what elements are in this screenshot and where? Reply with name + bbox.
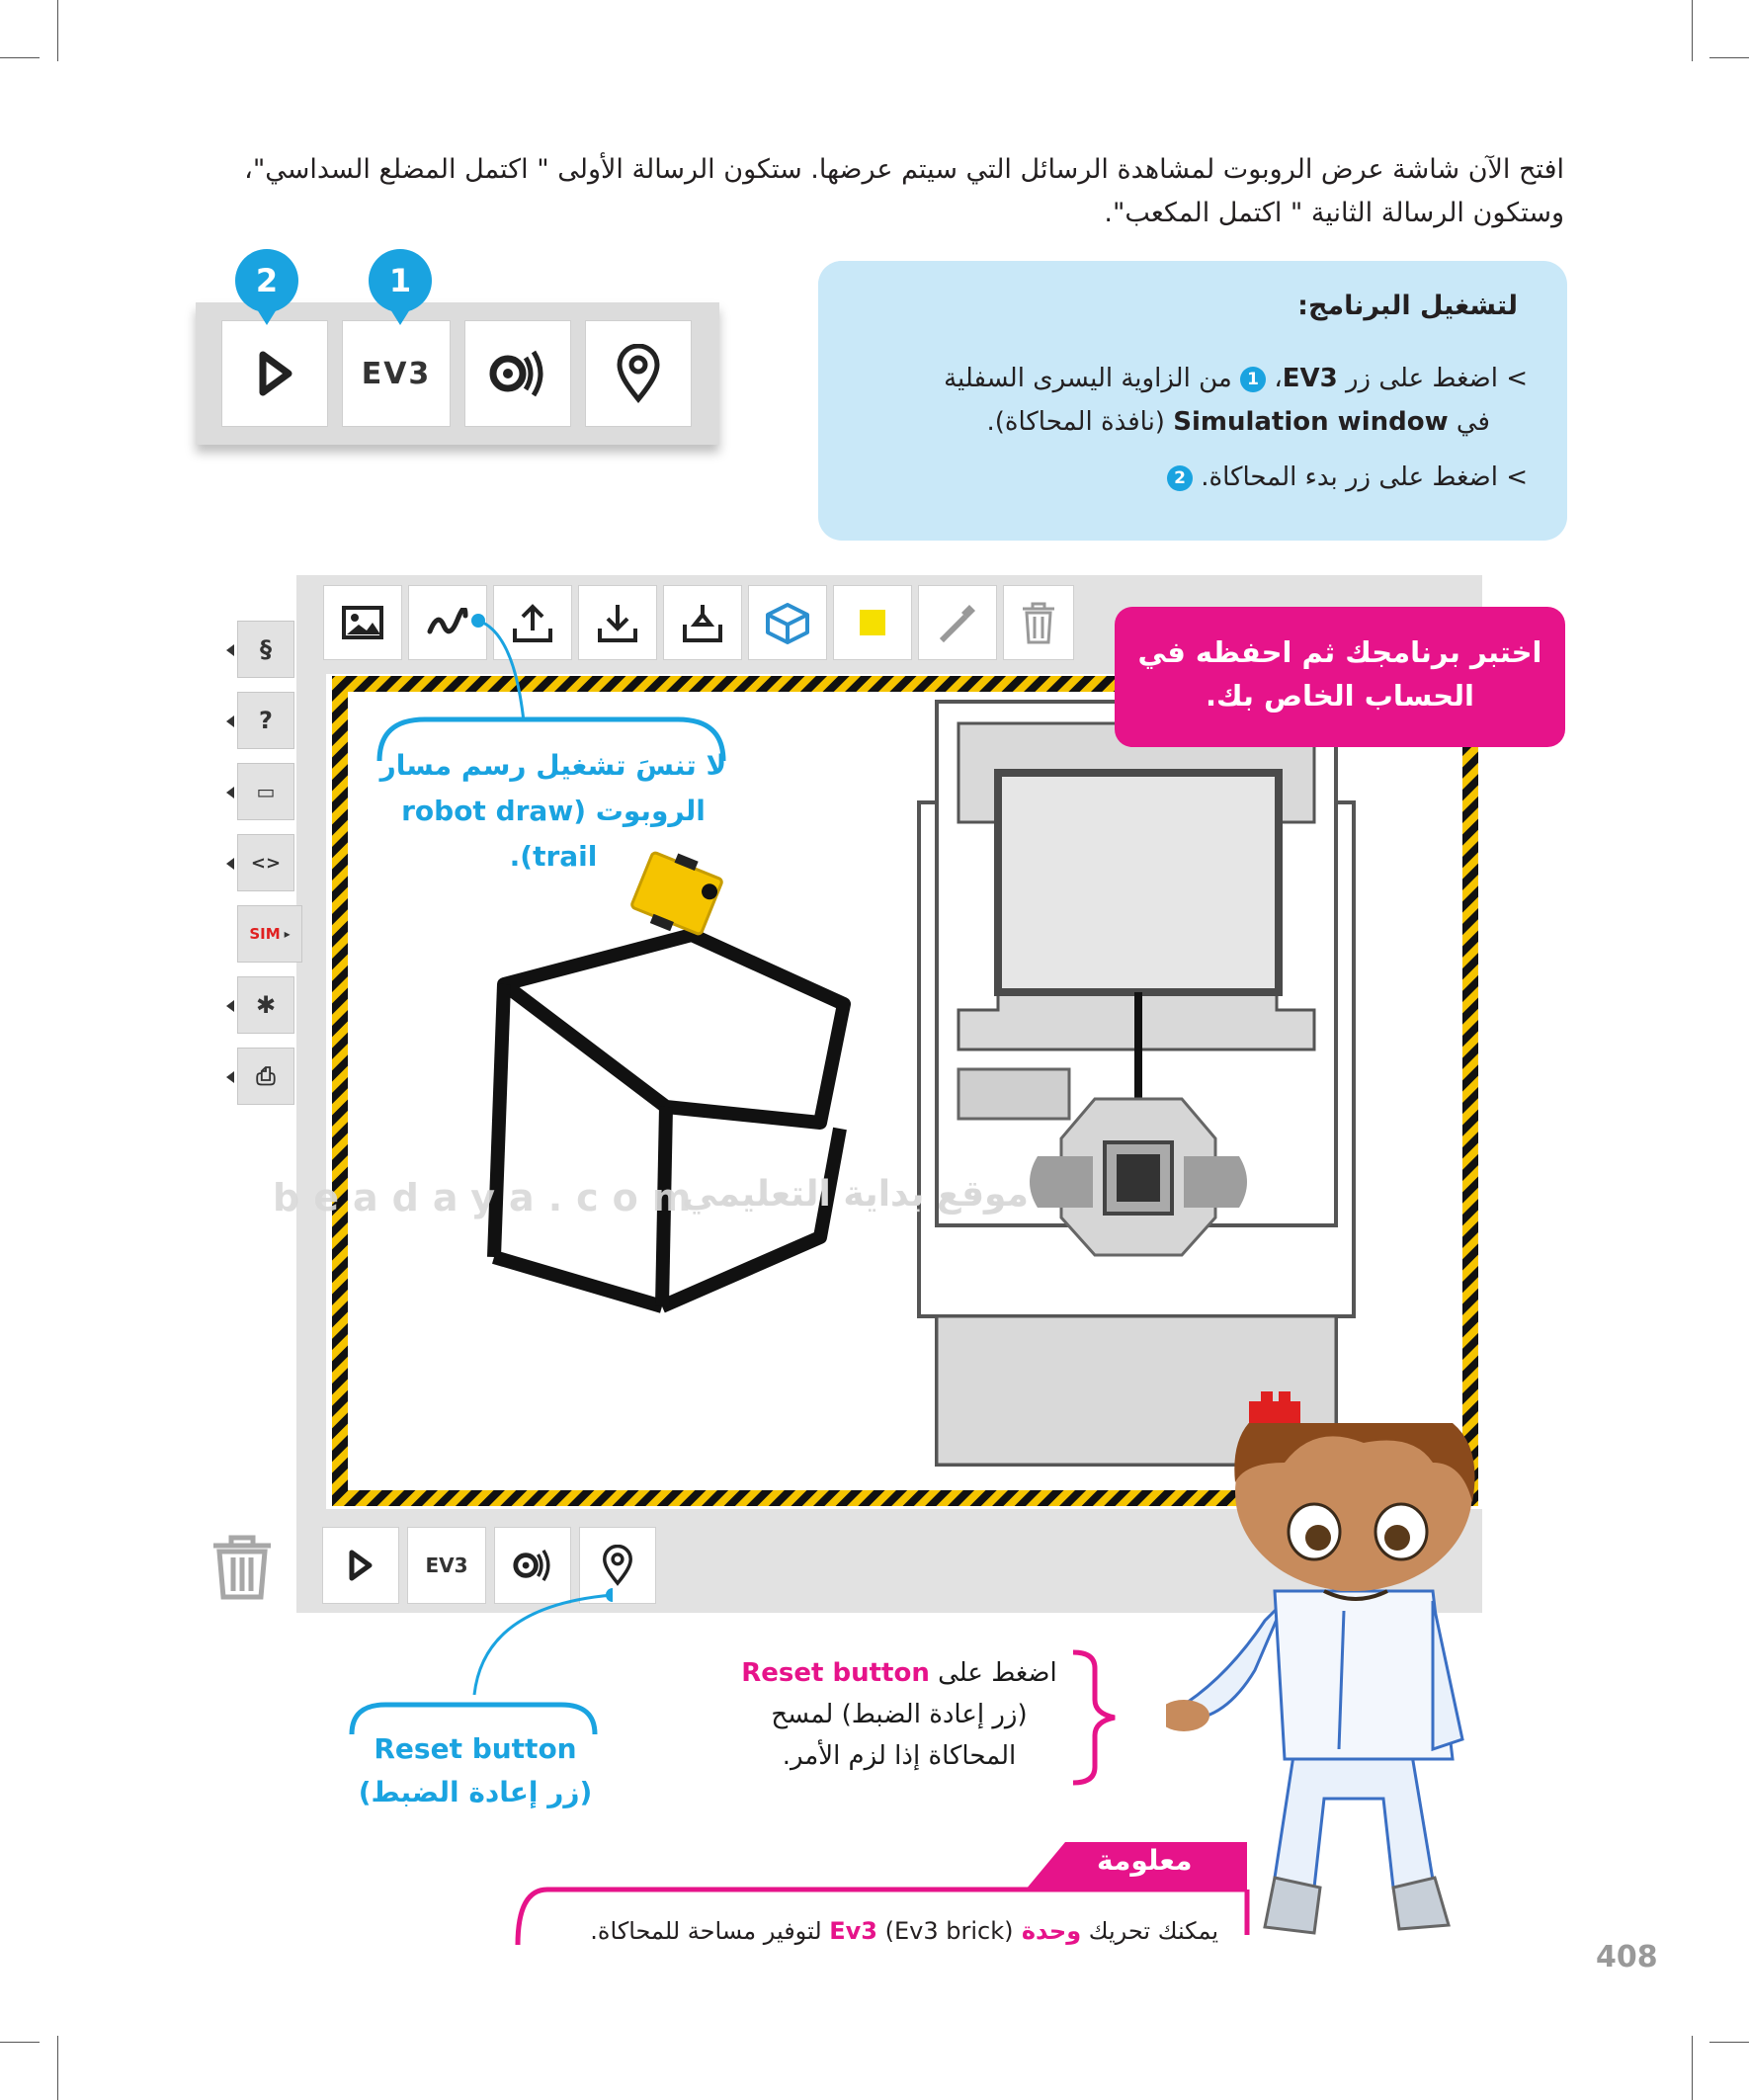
step1-number-badge: 1 (1240, 367, 1266, 392)
step-badge-2: 2 (235, 249, 298, 312)
info-text-mid: (Ev3 brick) (884, 1917, 1014, 1945)
reset-callout-line-2: (زر إعادة الضبط) (358, 1776, 593, 1808)
step1-ev3: EV3 (1282, 364, 1338, 393)
add-object-button[interactable] (748, 585, 827, 660)
ev3-brick (919, 702, 1354, 1465)
intro-line-1: افتح الآن شاشة عرض الروبوت لمشاهدة الرسائل التي سيتم عرضها. ستكون الرسالة الأولى " اكتمل المضلع السداسي"، (244, 154, 1564, 185)
info-title: معلومة (1097, 1844, 1193, 1877)
instruction-step-1: > اضغط على زر EV3، 1 من الزاوية اليسرى السفلية (944, 364, 1528, 393)
sound-button[interactable] (464, 320, 571, 427)
location-pin-icon (602, 1545, 633, 1586)
test-and-save-note (1115, 607, 1565, 747)
save-program-icon: ⎙ (256, 1062, 276, 1090)
instructions-card (818, 261, 1567, 541)
reset-callout-connector (346, 1586, 613, 1734)
reset-note-line-3: المحاكاة إذا لزم الأمر. (782, 1741, 1017, 1771)
ev3-label: EV3 (361, 356, 432, 391)
color-picker-button[interactable] (918, 585, 997, 660)
reset-note-line-2: (زر إعادة الضبط) لمسح (771, 1700, 1028, 1729)
trash-icon (1019, 601, 1058, 644)
trail-callout-line-2: الروبوت (robot draw (401, 795, 706, 827)
watermark-arabic: موقع بداية التعليمي (682, 1174, 1029, 1215)
bullet: > (1506, 364, 1528, 393)
instructions-title: لتشغيل البرنامج: (1297, 291, 1518, 321)
trail-callout-line-1: لا تنسَ تشغيل رسم مسار (379, 749, 727, 782)
reset-note-pre: اضغط على (938, 1658, 1057, 1688)
watermark-url: beadaya.com (273, 1176, 706, 1219)
crop-mark (0, 2042, 40, 2043)
program-sidebar (237, 605, 298, 1119)
reset-button-closeup[interactable] (585, 320, 692, 427)
play-icon (253, 349, 296, 398)
delete-object-button[interactable] (1003, 585, 1074, 660)
bullet: > (1506, 462, 1528, 492)
cube-icon (764, 601, 811, 644)
intro-paragraph (181, 148, 1564, 235)
ev3-button[interactable] (342, 320, 451, 427)
crop-mark (1692, 0, 1693, 61)
step1-text-c-pre: في (1456, 407, 1490, 437)
crop-mark (1709, 57, 1749, 58)
step1-text-a: اضغط على زر (1345, 364, 1498, 393)
crop-mark (57, 2036, 58, 2100)
help-icon: ? (259, 707, 273, 734)
info-text-pre: يمكنك تحريك (1088, 1917, 1218, 1945)
play-icon (346, 1549, 375, 1582)
section-icon: § (260, 635, 272, 663)
sidebar-code-button[interactable] (237, 834, 294, 891)
sim-icon: SIM (249, 925, 281, 943)
step2-text: اضغط على زر بدء المحاكاة. (1201, 462, 1498, 492)
sidebar-help-button[interactable] (237, 692, 294, 749)
instruction-step-1-cont (986, 401, 1490, 443)
reset-callout (342, 1727, 609, 1814)
crop-mark (1692, 2036, 1693, 2100)
crop-mark (1709, 2042, 1749, 2043)
crop-mark (57, 0, 58, 61)
step-badge-1: 1 (369, 249, 432, 312)
step1-text-b: من الزاوية اليسرى السفلية (944, 364, 1232, 393)
sidebar-section-button[interactable] (237, 621, 294, 678)
sidebar-sim-button[interactable]: SIM ▸ (237, 905, 302, 963)
play-button[interactable] (221, 320, 328, 427)
reset-note (711, 1652, 1087, 1777)
reset-note-bold: Reset button (741, 1658, 930, 1688)
instruction-step-2 (1167, 457, 1528, 498)
sidebar-save-button[interactable] (237, 1048, 294, 1105)
step1-simulation-window: Simulation window (1173, 407, 1449, 437)
ev3-label: EV3 (425, 1554, 468, 1577)
step1-text-c-post: (نافذة المحاكاة). (986, 407, 1165, 437)
note-line-1: اختبر برنامجك ثم احفظه في (1137, 635, 1542, 669)
step2-number-badge: 2 (1167, 465, 1193, 491)
trash-bin-icon[interactable] (209, 1534, 275, 1601)
page-number: 408 (1596, 1940, 1658, 1974)
yellow-square-icon (860, 610, 885, 635)
trail-callout (375, 743, 731, 880)
eyedropper-icon (936, 601, 979, 644)
bug-icon: ✱ (255, 991, 277, 1019)
comment-icon: ▭ (256, 780, 276, 803)
intro-line-2: وستكون الرسالة الثانية " اكتمل المكعب". (1104, 198, 1564, 228)
trail-callout-line-3: trail). (509, 840, 598, 873)
location-pin-icon (616, 344, 661, 403)
info-text-post: لتوفير مساحة للمحاكاة. (590, 1917, 822, 1945)
info-text-bold: وحدة Ev3 (829, 1917, 1082, 1945)
info-text (590, 1917, 1218, 1945)
sidebar-comment-button[interactable] (237, 763, 294, 820)
color-button[interactable] (833, 585, 912, 660)
reset-callout-line-1: Reset button (374, 1732, 577, 1765)
sound-icon (511, 1546, 554, 1585)
sound-icon (486, 346, 549, 401)
crop-mark (0, 57, 40, 58)
note-line-2: الحساب الخاص بك. (1205, 679, 1474, 713)
reset-note-line-1 (711, 1652, 1087, 1694)
pink-brace (1069, 1648, 1128, 1787)
code-icon: <> (250, 852, 282, 874)
sidebar-debug-button[interactable] (237, 976, 294, 1034)
